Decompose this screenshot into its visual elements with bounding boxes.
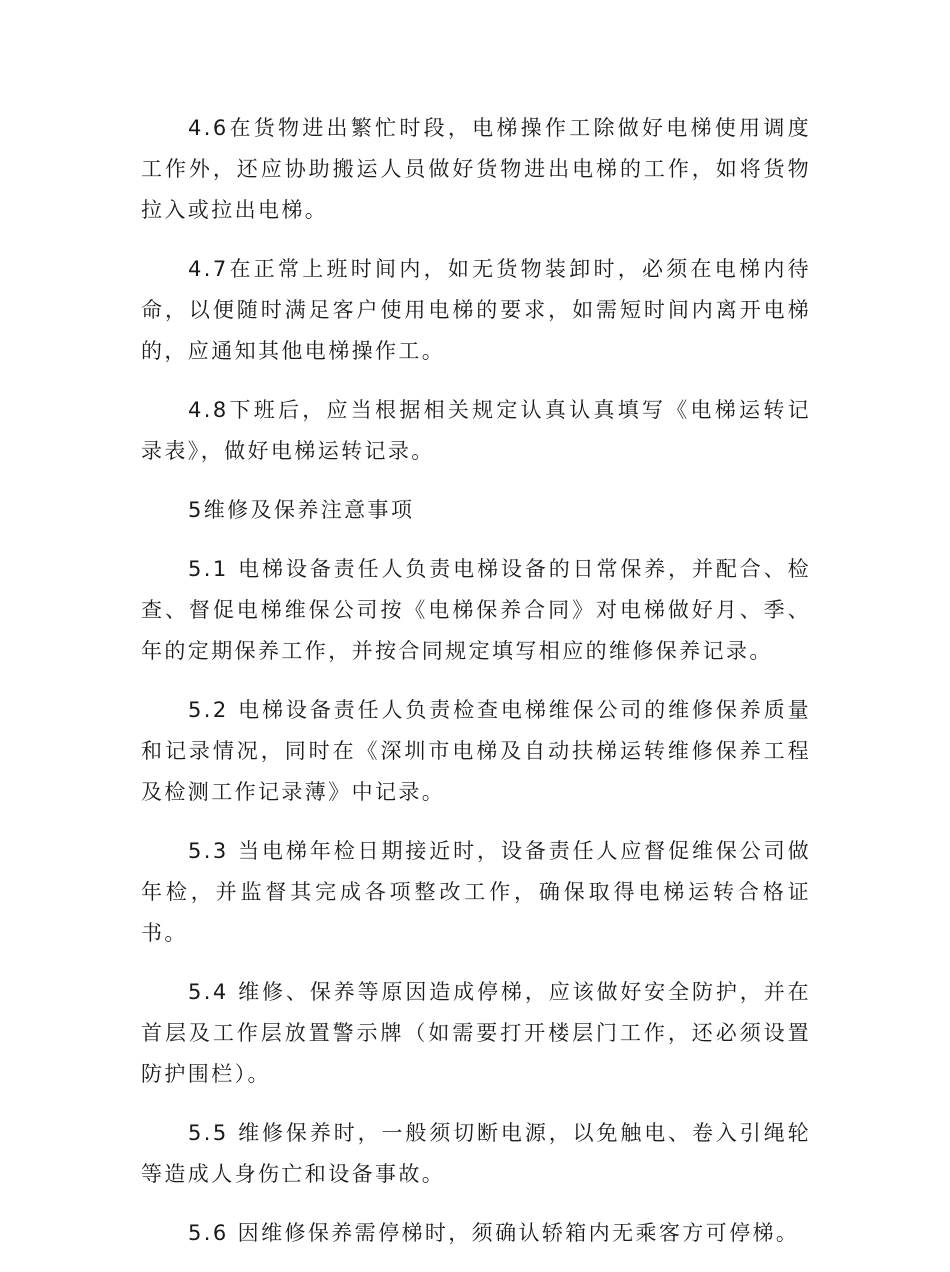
paragraph-4-8: 4.8下班后，应当根据相关规定认真认真填写《电梯运转记录表》，做好电梯运转记录。 xyxy=(141,398,811,463)
paragraph-5-5: 5.5 维修保养时，一般须切断电源，以免触电、卷入引绳轮等造成人身伤亡和设备事故。 xyxy=(141,1121,811,1186)
document-body xyxy=(141,108,811,1272)
section-heading-5: 5维修及保养注意事项 xyxy=(188,498,415,522)
paragraph-5-3: 5.3 当电梯年检日期接近时，设备责任人应督促维保公司做年检，并监督其完成各项整改工作，确保取得电梯运转合格证书。 xyxy=(141,839,811,945)
paragraph-4-7: 4.7在正常上班时间内，如无货物装卸时，必须在电梯内待命，以便随时满足客户使用电梯的要求，如需短时间内离开电梯的，应通知其他电梯操作工。 xyxy=(141,257,811,363)
paragraph-5-6: 5.6 因维修保养需停梯时，须确认轿箱内无乘客方可停梯。 xyxy=(188,1221,800,1245)
paragraph-5-2: 5.2 电梯设备责任人负责检查电梯维保公司的维修保养质量和记录情况，同时在《深圳市电梯及自动扶梯运转维修保养工程及检测工作记录薄》中记录。 xyxy=(141,698,811,804)
paragraph-5-1: 5.1 电梯设备责任人负责电梯设备的日常保养，并配合、检查、督促电梯维保公司按《电梯保养合同》对电梯做好月、季、年的定期保养工作，并按合同规定填写相应的维修保养记录。 xyxy=(141,557,811,663)
paragraph-5-4: 5.4 维修、保养等原因造成停梯，应该做好安全防护，并在首层及工作层放置警示牌（如需要打开楼层门工作，还必须设置防护围栏）。 xyxy=(141,980,811,1086)
paragraph-4-6: 4.6在货物进出繁忙时段，电梯操作工除做好电梯使用调度工作外，还应协助搬运人员做好货物进出电梯的工作，如将货物拉入或拉出电梯。 xyxy=(141,116,811,222)
